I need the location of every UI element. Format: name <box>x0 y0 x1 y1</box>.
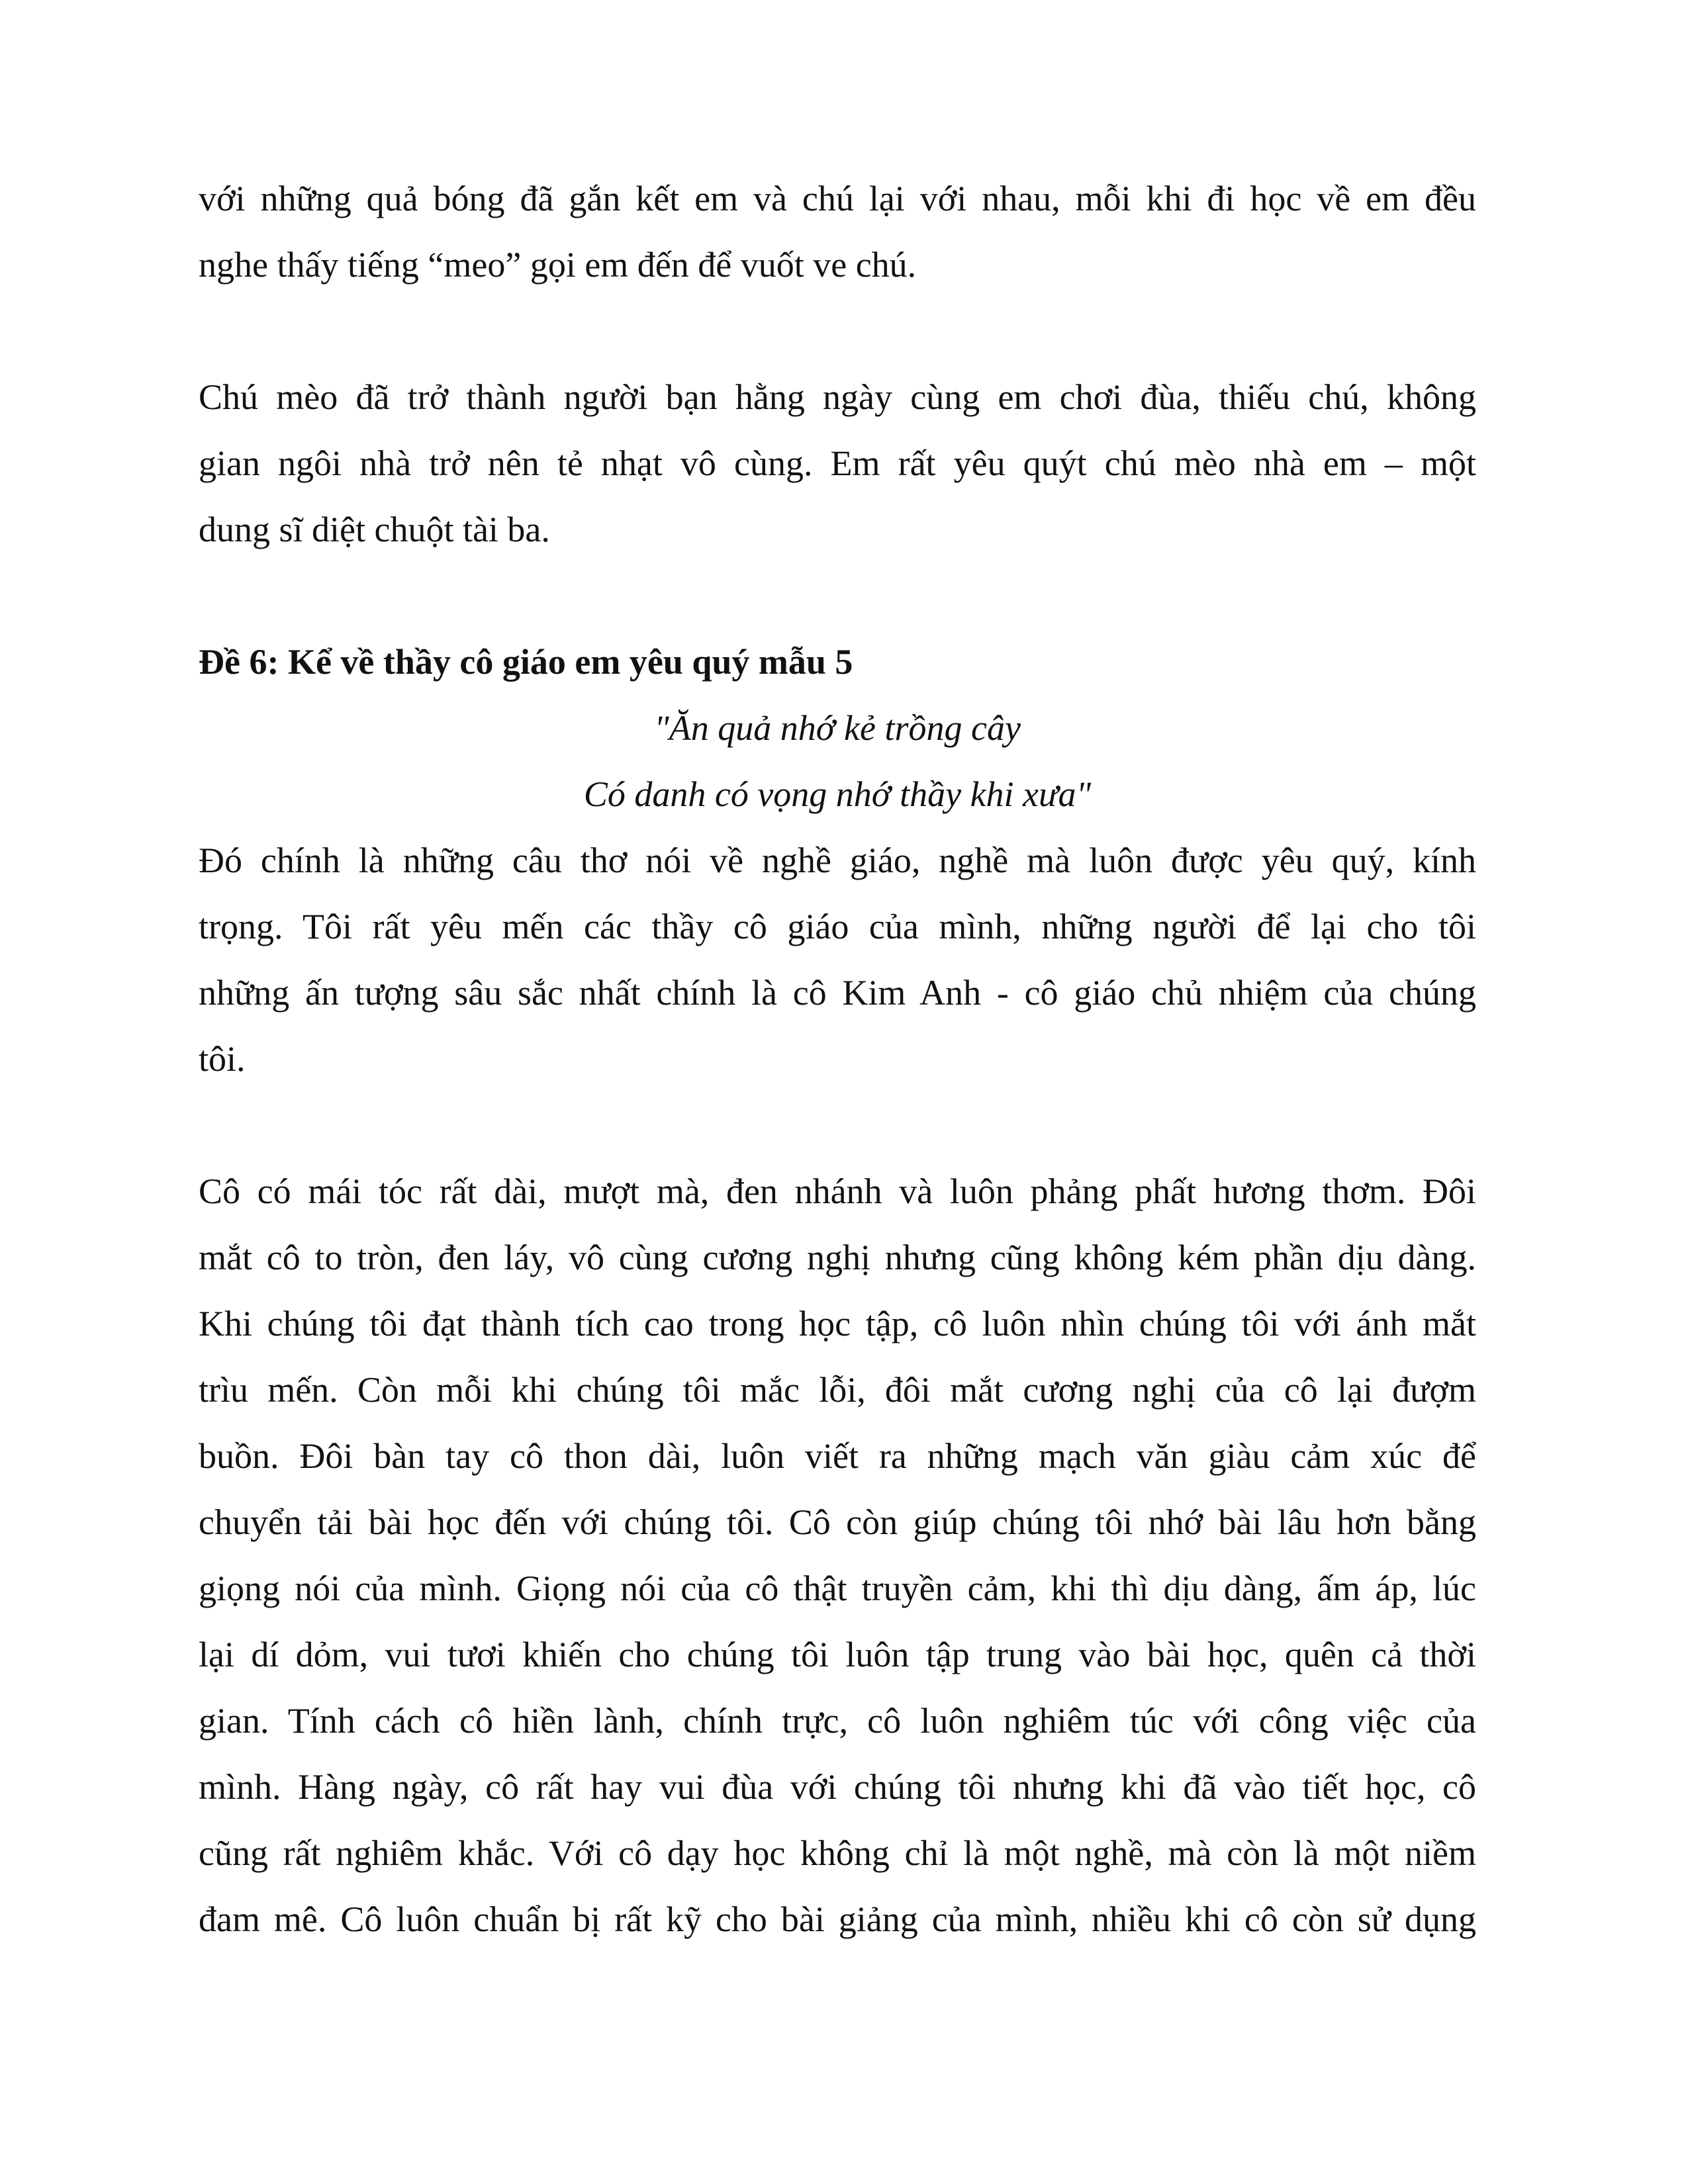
text-line: Chú mèo đã trở thành người bạn hằng ngày cùng em chơi đùa, thiếu chú, không <box>199 377 1476 417</box>
text-line: trọng. Tôi rất yêu mến các thầy cô giáo của mình, những người để lại cho tôi <box>199 907 1476 946</box>
text-line: giọng nói của mình. Giọng nói của cô thật truyền cảm, khi thì dịu dàng, ấm áp, lúc <box>199 1569 1476 1608</box>
text-line: đam mê. Cô luôn chuẩn bị rất kỹ cho bài giảng của mình, nhiều khi cô còn sử dụng <box>199 1899 1476 1939</box>
document-page <box>199 165 1476 1952</box>
paragraph-teacher-description <box>199 1158 1476 1952</box>
text-line: với những quả bóng đã gắn kết em và chú lại với nhau, mỗi khi đi học về em đều <box>199 179 1476 218</box>
paragraph-cat-play <box>199 165 1476 298</box>
verse-line: "Ăn quả nhớ kẻ trồng cây <box>654 708 1021 748</box>
text-line: chuyển tải bài học đến với chúng tôi. Cô còn giúp chúng tôi nhớ bài lâu hơn bằng <box>199 1502 1476 1542</box>
text-line: mình. Hàng ngày, cô rất hay vui đùa với chúng tôi nhưng khi đã vào tiết học, cô <box>199 1767 1476 1807</box>
paragraph-gap <box>199 563 1476 629</box>
text-line: dung sĩ diệt chuột tài ba. <box>199 510 550 549</box>
paragraph-gap <box>199 1092 1476 1158</box>
text-line: trìu mến. Còn mỗi khi chúng tôi mắc lỗi, đôi mắt cương nghị của cô lại đượm <box>199 1370 1476 1410</box>
text-line: gian. Tính cách cô hiền lành, chính trực, cô luôn nghiêm túc với công việc của <box>199 1701 1476 1741</box>
text-line: lại dí dỏm, vui tươi khiến cho chúng tôi luôn tập trung vào bài học, quên cả thời <box>199 1635 1476 1674</box>
text-line: gian ngôi nhà trở nên tẻ nhạt vô cùng. Em rất yêu quýt chú mèo nhà em – một <box>199 443 1476 483</box>
text-line: tôi. <box>199 1039 246 1079</box>
text-line: nghe thấy tiếng “meo” gọi em đến để vuốt ve chú. <box>199 245 917 285</box>
paragraph-cat-friend <box>199 364 1476 563</box>
text-line: mắt cô to tròn, đen láy, vô cùng cương nghị nhưng cũng không kém phần dịu dàng. <box>199 1238 1476 1277</box>
verse-line: Có danh có vọng nhớ thầy khi xưa" <box>583 774 1092 814</box>
paragraph-intro-teacher <box>199 827 1476 1092</box>
section-heading: Đề 6: Kể về thầy cô giáo em yêu quý mẫu 5 <box>199 642 853 682</box>
text-line: Cô có mái tóc rất dài, mượt mà, đen nhánh và luôn phảng phất hương thơm. Đôi <box>199 1171 1476 1211</box>
paragraph-gap <box>199 298 1476 364</box>
text-line: buồn. Đôi bàn tay cô thon dài, luôn viết ra những mạch văn giàu cảm xúc để <box>199 1436 1476 1476</box>
text-line: Khi chúng tôi đạt thành tích cao trong học tập, cô luôn nhìn chúng tôi với ánh mắt <box>199 1304 1476 1343</box>
text-line: Đó chính là những câu thơ nói về nghề giáo, nghề mà luôn được yêu quý, kính <box>199 841 1476 880</box>
text-line: cũng rất nghiêm khắc. Với cô dạy học không chỉ là một nghề, mà còn là một niềm <box>199 1833 1476 1873</box>
text-line: những ấn tượng sâu sắc nhất chính là cô Kim Anh - cô giáo chủ nhiệm của chúng <box>199 973 1476 1013</box>
